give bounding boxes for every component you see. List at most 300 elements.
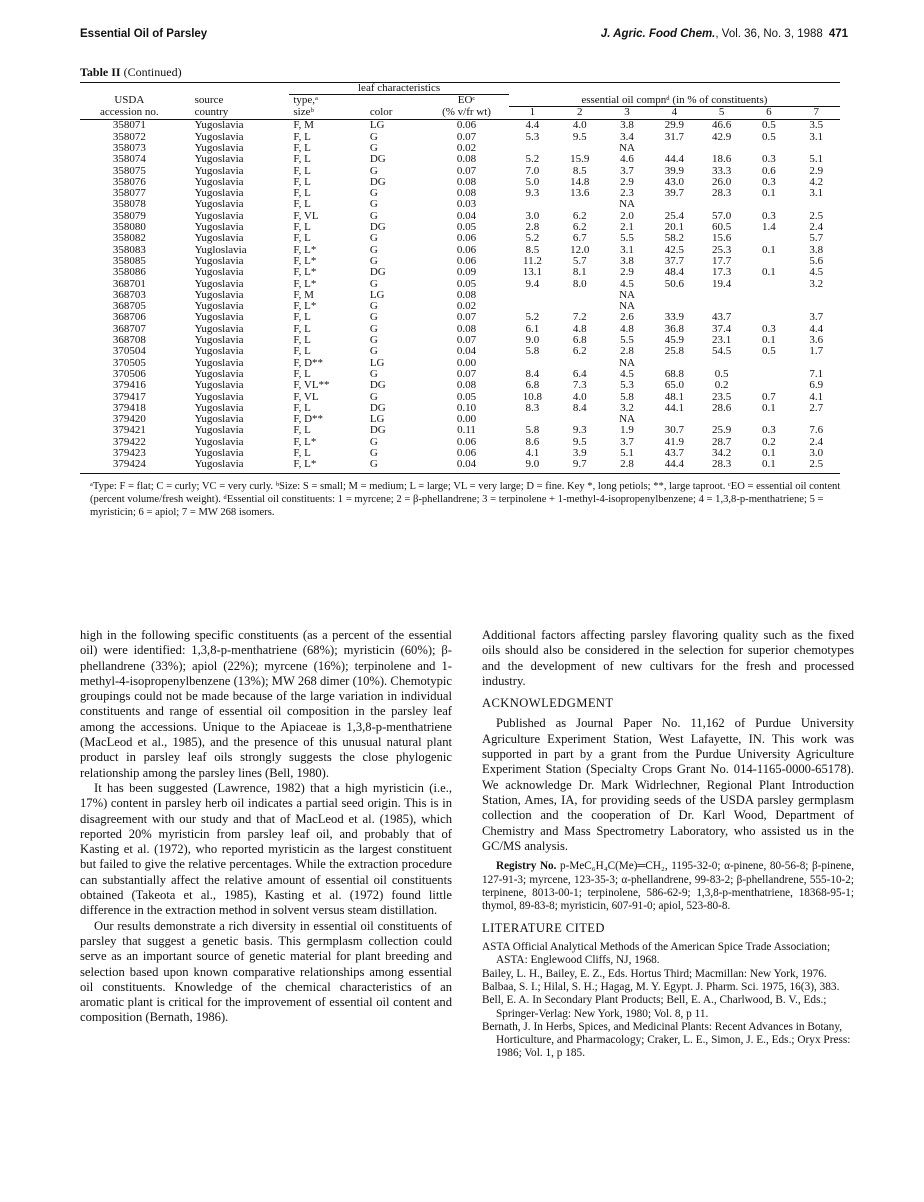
cell-c5: 23.5	[711, 390, 732, 403]
cell-c7: 2.9	[809, 164, 824, 177]
reference: ASTA Official Analytical Methods of the American Spice Trade Association; ASTA: Englewood Cliffs, NJ, 1968.	[482, 941, 831, 967]
cell-type-size: F, L	[293, 447, 311, 459]
cell-color: G	[369, 130, 378, 143]
cell-color: DG	[369, 175, 386, 188]
cell-accession: 379424	[80, 459, 179, 473]
cell-c3: NA	[619, 413, 635, 426]
cell-c6: 0.3	[762, 175, 776, 188]
cell-color: LG	[369, 288, 385, 301]
paragraph: Our results demonstrate a rich diversity in essential oil constituents of parsley that suggest a genetic basis. This germplasm collection could serve as an important source of genetic material for plant breeding and selection based upon known comparative relationships among essential oil constituents. Knowledge of the chemical characteristics of an aromatic plant is critical for the improvement of essential oil content and composition (Bernath, 1986).	[80, 918, 452, 1025]
cell-c5: 34.2	[711, 447, 732, 459]
cell-c5: 19.4	[711, 277, 732, 290]
cell-c1: 2.8	[525, 221, 540, 234]
cell-country: Yugoslavia	[194, 164, 244, 177]
cell-c4: 68.8	[664, 367, 684, 380]
cell-accession: 368703	[112, 288, 146, 301]
cell-c4: 43.7	[664, 447, 684, 459]
cell-c3: 3.7	[620, 435, 634, 448]
cell-c6: 0.1	[745, 459, 792, 473]
cell-color: LG	[369, 356, 385, 369]
cell-type-size: F, L*	[293, 243, 317, 256]
cell-c6	[745, 369, 792, 380]
cell-eo: 0.03	[456, 198, 477, 211]
paragraph: It has been suggested (Lawrence, 1982) that a high myristicin (i.e., 17%) content in parsley herb oil indicates a partial seed origin. This is in disagreement with our study and that of MacLeod et al. (1985), which reported 20% myristicin from parsley leaf oil, and probably that of Kasting et al. (1972), who reported myristicin as the largest constituent but failed to give the relative percentages. While the extraction procedure can substantially affect the relative amount of essential oil constituents obtained (Takeota et al., 1985), Kasting et al. (1972) found little difference in the extraction method in solvent versus steam distillation.	[80, 780, 452, 918]
cell-type-size: F, VL**	[293, 379, 330, 392]
cell-color: G	[369, 447, 378, 459]
cell-eo: 0.06	[456, 435, 477, 448]
cell-c6: 0.6	[762, 164, 776, 177]
cell-accession: 358086	[112, 266, 146, 279]
cell-c3: NA	[619, 300, 635, 313]
cell-color: G	[369, 187, 378, 200]
table-row	[80, 459, 840, 473]
cell-country: Yugoslavia	[194, 221, 244, 234]
cell-c4: 39.9	[664, 164, 684, 177]
cell-c6: 0.3	[762, 424, 776, 437]
header-size: sizeᵇ	[289, 107, 359, 120]
cell-accession: 379421	[112, 424, 146, 437]
cell-c2: 8.5	[572, 164, 587, 177]
header-c4: 4	[651, 107, 698, 120]
cell-eo: 0.07	[456, 164, 477, 177]
cell-eo: 0.08	[456, 175, 477, 188]
cell-country: Yugoslavia	[194, 266, 244, 279]
cell-color: DG	[369, 221, 386, 234]
cell-country: Yugoslavia	[194, 334, 244, 347]
cell-c6	[745, 233, 792, 244]
cell-type-size: F, L	[293, 334, 311, 347]
cell-c5: 42.9	[711, 130, 732, 143]
cell-c7: 4.1	[809, 390, 824, 403]
cell-accession: 358083	[112, 243, 146, 256]
cell-color: G	[369, 311, 378, 324]
cell-type-size: F, L	[293, 175, 311, 188]
cell-c3: 4.5	[620, 277, 634, 290]
cell-c1: 8.6	[525, 435, 540, 448]
cell-c1: 8.3	[525, 401, 540, 414]
cell-accession: 370505	[112, 356, 146, 369]
cell-country: Yugoslavia	[194, 153, 244, 166]
cell-accession: 358072	[112, 130, 146, 143]
cell-country: Yugoslavia	[194, 447, 244, 459]
cell-type-size: F, L	[293, 311, 311, 324]
reference: Bailey, L. H., Bailey, E. Z., Eds. Hortus Third; Macmillan: New York, 1976.	[482, 967, 827, 980]
cell-eo: 0.05	[456, 221, 477, 234]
cell-eo: 0.04	[424, 459, 509, 473]
cell-c7: 3.7	[809, 311, 824, 324]
cell-c3: 5.3	[620, 379, 634, 392]
cell-c5: 33.3	[711, 164, 732, 177]
cell-country: Yugoslavia	[194, 356, 244, 369]
cell-color: DG	[369, 266, 386, 279]
cell-country: Yugloslavia	[194, 243, 247, 256]
cell-eo: 0.07	[456, 130, 477, 143]
cell-type-size: F, L	[293, 153, 311, 166]
cell-eo: 0.07	[456, 334, 477, 347]
cell-eo: 0.10	[456, 401, 477, 414]
cell-c5: 57.0	[711, 209, 732, 222]
cell-c4: 31.7	[664, 130, 684, 143]
cell-c6: 0.3	[762, 209, 776, 222]
cell-accession: 358073	[112, 141, 146, 154]
header-c1: 1	[509, 107, 556, 120]
cell-c5: 25.9	[711, 424, 732, 437]
cell-c2: 6.2	[572, 345, 587, 358]
cell-color: G	[369, 390, 378, 403]
cell-accession: 370504	[112, 345, 146, 358]
registry-label: Registry No.	[496, 860, 557, 873]
cell-country: Yugoslavia	[194, 232, 244, 245]
cell-eo: 0.06	[456, 243, 477, 256]
cell-c4: 20.1	[664, 221, 684, 234]
cell-eo: 0.08	[456, 288, 477, 301]
cell-eo: 0.00	[456, 356, 477, 369]
cell-color: G	[369, 334, 378, 347]
cell-accession: 358078	[112, 198, 146, 211]
cell-eo: 0.08	[456, 153, 477, 166]
header-source: source	[194, 94, 224, 107]
cell-c2: 14.8	[570, 175, 590, 188]
cell-c1: 5.2	[525, 311, 540, 324]
cell-c7: 7.6	[809, 424, 824, 437]
cell-type-size: F, L*	[293, 277, 317, 290]
cell-eo: 0.07	[456, 311, 477, 324]
cell-c5: 18.6	[711, 153, 732, 166]
cell-accession: 358077	[112, 187, 146, 200]
data-table	[80, 82, 840, 474]
cell-color: G	[369, 164, 378, 177]
cell-country: Yugoslavia	[194, 322, 244, 335]
cell-country: Yugoslavia	[194, 198, 244, 211]
cell-type-size: F, L	[293, 187, 311, 200]
cell-c6	[745, 358, 792, 369]
cell-c5: 54.5	[711, 345, 732, 358]
cell-c4: 44.1	[664, 401, 684, 414]
cell-eo: 0.04	[456, 345, 477, 358]
cell-c6	[745, 301, 792, 312]
cell-c5: 28.3	[698, 459, 745, 473]
cell-c3: 2.1	[620, 221, 634, 234]
cell-eo: 0.06	[456, 232, 477, 245]
cell-color: G	[369, 322, 378, 335]
cell-color: G	[369, 367, 378, 380]
cell-c7: 5.6	[809, 254, 824, 267]
cell-c6: 0.5	[762, 345, 776, 358]
cell-country: Yugoslavia	[194, 379, 244, 392]
cell-accession: 358076	[112, 175, 146, 188]
cell-c5	[698, 290, 745, 301]
cell-c5: 0.2	[714, 379, 729, 392]
literature-heading: LITERATURE CITED	[482, 920, 605, 935]
cell-c1: 4.4	[525, 119, 540, 132]
cell-c1: 11.2	[523, 254, 542, 267]
cell-c1: 10.8	[522, 390, 543, 403]
cell-c6: 0.3	[762, 322, 776, 335]
cell-c3: 3.7	[620, 164, 634, 177]
header-color: color	[360, 107, 424, 120]
cell-c6: 0.1	[762, 266, 776, 279]
cell-c3: 5.1	[620, 447, 634, 459]
cell-country: Yugoslavia	[194, 311, 244, 324]
cell-c6: 0.1	[762, 243, 776, 256]
cell-c3: 2.3	[620, 187, 634, 200]
cell-type-size: F, L	[293, 232, 311, 245]
cell-c4: 42.5	[664, 243, 684, 256]
cell-country: Yugoslavia	[194, 119, 244, 132]
header-c3: 3	[603, 107, 650, 120]
cell-c4: 29.9	[664, 119, 684, 132]
cell-eo: 0.08	[456, 322, 477, 335]
cell-eo: 0.08	[456, 379, 477, 392]
cell-c7: 6.9	[809, 379, 824, 392]
cell-accession: 379423	[112, 447, 146, 459]
cell-c7: 3.5	[809, 119, 824, 132]
cell-c2: 6.2	[572, 209, 587, 222]
cell-c1: 7.0	[525, 164, 540, 177]
cell-c5: 15.6	[711, 232, 732, 245]
cell-c1: 8.5	[525, 243, 540, 256]
cell-c4: 44.4	[651, 459, 698, 473]
cell-c7: 3.2	[809, 277, 824, 290]
cell-c4: 41.9	[664, 435, 684, 448]
group-header-oil: essential oil compnᵈ (in % of constituents)	[509, 95, 840, 107]
header-c2: 2	[556, 107, 603, 120]
cell-accession: 368706	[112, 311, 146, 324]
cell-c3: 5.5	[620, 232, 634, 245]
cell-type-size: F, L	[293, 424, 311, 437]
table-label: Table II	[80, 65, 121, 79]
cell-eo: 0.09	[456, 266, 477, 279]
cell-eo: 0.11	[457, 424, 476, 437]
cell-country: Yugoslavia	[194, 209, 244, 222]
cell-c6: 0.1	[762, 401, 776, 414]
cell-accession: 368705	[112, 300, 146, 313]
cell-c3: 2.0	[620, 209, 634, 222]
header-usda: USDA	[114, 94, 145, 107]
cell-c7: 2.5	[809, 209, 824, 222]
cell-accession: 358080	[112, 221, 146, 234]
cell-eo: 0.06	[456, 447, 477, 459]
cell-c1: 13.1	[522, 266, 543, 279]
cell-type-size: F, L	[293, 221, 311, 234]
cell-c1: 9.0	[525, 334, 540, 347]
cell-country: Yugoslavia	[194, 175, 244, 188]
header-c6: 6	[745, 107, 792, 120]
acknowledgment-text: Published as Journal Paper No. 11,162 of Purdue University Agriculture Experiment Station, West Lafayette, IN. This work was supported in part by a grant from the Purdue University Agriculture Experiment Station (Specialty Crops Grant No. 014-1165-0000-65178). We acknowledge Dr. Mark Widrlechner, Regional Plant Introduction Station, Ames, IA, for providing seeds of the USDA parsley germplasm collection and the cooperation of Dr. Karl Wood, Department of Chemistry and Mass Spectrometry Laboratory, who assisted us in the GC/MS analysis.	[482, 716, 854, 853]
cell-c5: 17.3	[711, 266, 732, 279]
cell-color: G	[369, 345, 378, 358]
cell-c2: 13.6	[570, 187, 590, 200]
cell-c5: 46.6	[711, 119, 732, 132]
cell-c3: 5.5	[620, 334, 634, 347]
cell-country: Yugoslavia	[179, 459, 290, 473]
cell-c5: 26.0	[711, 175, 732, 188]
cell-color: LG	[369, 119, 385, 132]
cell-color: G	[369, 243, 378, 256]
header-eo-units: (% v/fr wt)	[424, 107, 509, 120]
cell-c1: 5.0	[525, 175, 540, 188]
cell-accession: 379420	[112, 413, 146, 426]
cell-c7: 5.1	[809, 153, 824, 166]
cell-type-size: F, VL	[293, 390, 319, 403]
cell-c5: 25.3	[711, 243, 732, 256]
cell-c7: 3.0	[809, 447, 824, 459]
cell-color: G	[369, 232, 378, 245]
cell-c3: NA	[619, 198, 635, 211]
cell-c2: 15.9	[570, 153, 590, 166]
cell-c6	[745, 279, 792, 290]
cell-accession: 379418	[112, 401, 146, 414]
table-row	[80, 120, 840, 132]
journal-citation	[601, 28, 848, 40]
cell-c4: 30.7	[664, 424, 684, 437]
table-row	[80, 425, 840, 436]
cell-c1: 5.8	[525, 424, 540, 437]
cell-type-size: F, M	[293, 288, 314, 301]
cell-c2: 12.0	[570, 243, 590, 256]
cell-c1: 9.0	[509, 459, 556, 473]
cell-c5: 43.7	[711, 311, 732, 324]
header-type: type,ᵃ	[293, 94, 319, 107]
paragraph: Additional factors affecting parsley flavoring quality such as the fixed oils should also be considered in the selection for superior chemotypes and the development of new cultivars for the fresh and processed industry.	[482, 628, 854, 688]
cell-c6: 0.2	[762, 435, 776, 448]
cell-color: G	[369, 209, 378, 222]
registry-numbers	[482, 860, 854, 914]
cell-country: Yugoslavia	[194, 413, 244, 426]
cell-c3: 3.2	[620, 401, 634, 414]
cell-c2: 4.8	[572, 322, 587, 335]
cell-type-size: F, VL	[293, 209, 319, 222]
cell-type-size: F, L*	[293, 300, 317, 313]
table-caption	[80, 65, 848, 80]
cell-c3: 2.9	[620, 266, 634, 279]
cell-c7: 2.7	[809, 401, 824, 414]
cell-c4: 65.0	[664, 379, 684, 392]
cell-type-size: F, L*	[293, 266, 317, 279]
cell-country: Yugoslavia	[194, 141, 244, 154]
cell-country: Yugoslavia	[194, 288, 244, 301]
cell-eo: 0.06	[456, 254, 477, 267]
paragraph: high in the following specific constituents (as a percent of the essential oil) were identified: 1,3,8-p-menthatriene (68%); myristicin (60%); β-phellandrene (33%); apiol (22%); myrcene (16%); terpinolene and 1-methyl-4-isopropenylbenzene (13%); MW 268 dimer (10%). Chemotypic groupings could not be made because of the large variation in individual constituents and range of essential oil composition in the parsley leaf among the accessions. Unique to the Apiaceae is 1,3,8-p-menthatriene (MacLeod et al., 1985), and the presence of this unusual natural plant product in parsley leaf oils strongly suggests the close phylogenic relationship among the parsley lines (Bell, 1980).	[80, 628, 452, 780]
cell-accession: 358075	[112, 164, 146, 177]
cell-c4: 36.8	[664, 322, 684, 335]
cell-c3: 5.8	[620, 390, 634, 403]
cell-eo: 0.02	[456, 300, 477, 313]
cell-color: DG	[369, 379, 386, 392]
cell-c5: 23.1	[711, 334, 732, 347]
cell-c3: 1.9	[620, 424, 634, 437]
cell-color: G	[369, 198, 378, 211]
cell-c6: 0.5	[762, 130, 776, 143]
cell-accession: 358082	[112, 232, 146, 245]
cell-c5: 0.5	[714, 367, 729, 380]
cell-accession: 368707	[112, 322, 146, 335]
cell-accession: 370506	[112, 367, 146, 380]
cell-type-size: F, L*	[293, 435, 317, 448]
cell-color: G	[369, 254, 378, 267]
cell-c3: 3.4	[620, 130, 634, 143]
cell-c2: 6.2	[572, 221, 587, 234]
cell-eo: 0.05	[456, 390, 477, 403]
cell-c2	[556, 290, 603, 301]
cell-c7: 4.5	[809, 266, 824, 279]
cell-country: Yugoslavia	[194, 277, 244, 290]
cell-c4: 25.8	[664, 345, 684, 358]
cell-type-size: F, M	[293, 119, 314, 132]
cell-c6: 0.1	[762, 334, 776, 347]
cell-type-size: F, D**	[293, 356, 324, 369]
cell-c7: 2.5	[793, 459, 840, 473]
right-column	[482, 628, 854, 1061]
cell-c2: 6.7	[572, 232, 587, 245]
cell-c3: NA	[619, 356, 635, 369]
cell-eo: 0.04	[456, 209, 477, 222]
cell-accession: 379416	[112, 379, 146, 392]
cell-c7: 2.4	[809, 221, 824, 234]
cell-c7: 3.6	[809, 334, 824, 347]
cell-c4: 50.6	[664, 277, 684, 290]
cell-accession: 358074	[112, 153, 146, 166]
table-row	[80, 154, 840, 165]
cell-color: LG	[369, 413, 385, 426]
cell-c7: 4.2	[809, 175, 824, 188]
page	[80, 28, 848, 519]
group-header-leaf: leaf characteristics	[289, 83, 508, 95]
cell-color: G	[369, 435, 378, 448]
cell-c2: 3.9	[572, 447, 587, 459]
cell-c5: 28.6	[711, 401, 732, 414]
cell-accession: 358071	[112, 119, 146, 132]
cell-c2: 4.0	[572, 119, 587, 132]
cell-c5: 60.5	[711, 221, 732, 234]
cell-c1: 5.2	[525, 232, 540, 245]
journal-volume: , Vol. 36, No. 3, 1988	[715, 28, 823, 40]
cell-c2: 7.2	[572, 311, 587, 324]
cell-c2: 9.7	[556, 459, 603, 473]
cell-type-size: F, D**	[293, 413, 324, 426]
cell-eo: 0.00	[456, 413, 477, 426]
cell-c3: 2.9	[620, 175, 634, 188]
cell-country: Yugoslavia	[194, 300, 244, 313]
cell-c4: 48.4	[664, 266, 684, 279]
cell-country: Yugoslavia	[194, 424, 244, 437]
cell-color: G	[360, 459, 424, 473]
cell-country: Yugoslavia	[194, 401, 244, 414]
cell-accession: 368701	[112, 277, 146, 290]
cell-color: DG	[369, 424, 386, 437]
table-body	[80, 120, 840, 473]
cell-c6	[745, 380, 792, 391]
cell-color: G	[369, 141, 378, 154]
cell-type-size: F, L	[293, 198, 311, 211]
cell-color: DG	[369, 401, 386, 414]
cell-c2: 6.8	[572, 334, 587, 347]
cell-c5: 28.7	[711, 435, 732, 448]
cell-c4: 43.0	[664, 175, 684, 188]
cell-c7: 3.1	[809, 187, 824, 200]
cell-c2: 8.4	[572, 401, 587, 414]
cell-country: Yugoslavia	[194, 367, 244, 380]
table-row	[80, 346, 840, 357]
cell-c3: 3.1	[620, 243, 634, 256]
cell-c5: 37.4	[711, 322, 732, 335]
cell-type-size: F, L*	[289, 459, 359, 473]
cell-c5: 17.7	[711, 254, 732, 267]
cell-c4: 45.9	[664, 334, 684, 347]
cell-eo: 0.07	[456, 367, 477, 380]
cell-c3: 2.6	[620, 311, 634, 324]
acknowledgment-heading: ACKNOWLEDGMENT	[482, 696, 614, 711]
